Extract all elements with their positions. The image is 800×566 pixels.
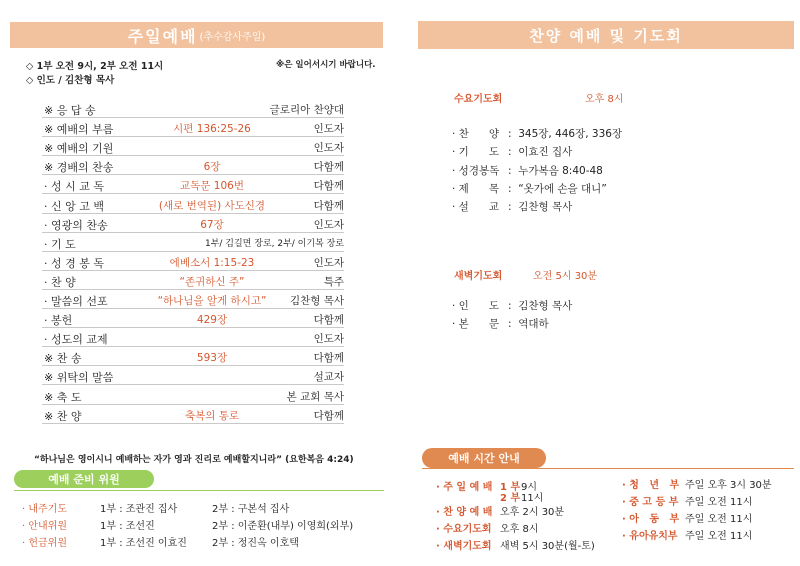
worship-title: 주일예배 xyxy=(127,26,198,46)
schedule-part2-time: 11시 xyxy=(521,493,544,504)
worship-row-label: · 영광의 찬송 xyxy=(44,218,108,232)
worship-row xyxy=(42,308,344,328)
worship-row-leader: 1부/ 김길면 장로, 2부/ 이기복 장로 xyxy=(204,238,344,249)
worship-row-label: · 성 경 봉 독 xyxy=(44,256,104,270)
worship-row-leader: 김찬형 목사 xyxy=(289,295,344,307)
schedule-name: · 찬 양 예 배 xyxy=(436,507,493,518)
worship-row-detail: 축복의 통로 xyxy=(184,409,240,422)
worship-row xyxy=(42,194,344,214)
schedule-time: 새벽 5시 30분(월-토) xyxy=(500,541,595,552)
worship-row-label: · 성 시 교 독 xyxy=(44,180,104,194)
wed-item-key: · 제 목 xyxy=(452,182,499,195)
schedule-dept-time: 주일 오전 11시 xyxy=(685,531,753,542)
committee-role: · 헌금위원 xyxy=(22,538,67,549)
worship-row-leader: 인도자 xyxy=(313,256,344,269)
worship-row xyxy=(42,213,344,233)
worship-row-label: · 기 도 xyxy=(44,237,76,251)
wed-item-key: · 기 도 xyxy=(452,146,499,159)
worship-row-leader: 다함께 xyxy=(313,180,344,193)
worship-time-info: ◇ 1부 오전 9시, 2부 오전 11시 xyxy=(26,61,164,72)
worship-row xyxy=(42,232,344,252)
worship-row xyxy=(42,365,344,385)
worship-row-detail: “존귀하신 주” xyxy=(179,275,245,288)
committee-part2: 2부 : 이준환(내부) 이영희(외부) xyxy=(212,521,354,532)
wed-item-value: : 김찬형 목사 xyxy=(508,201,573,214)
worship-row-leader: 인도자 xyxy=(313,142,344,155)
praise-banner xyxy=(418,21,794,49)
worship-row-label: ※ 축 도 xyxy=(44,390,82,404)
worship-row-label: ※ 예배의 부름 xyxy=(44,123,114,137)
worship-row-detail: 교독문 106번 xyxy=(180,180,244,193)
committee-part1: 1부 : 조선진 xyxy=(100,521,155,532)
worship-row-leader: 인도자 xyxy=(313,218,344,231)
praise-title: 찬양 예배 및 기도회 xyxy=(529,26,683,45)
worship-row-leader: 인도자 xyxy=(313,123,344,136)
schedule-part1-label: 1 부 xyxy=(500,482,521,493)
worship-leader-info: ◇ 인도 / 김찬형 목사 xyxy=(26,75,115,86)
worship-row xyxy=(42,346,344,366)
worship-row xyxy=(42,117,344,137)
worship-row-leader: 글로리아 찬양대 xyxy=(269,104,344,116)
schedule-dept-time: 주일 오후 3시 30분 xyxy=(685,480,772,491)
worship-row xyxy=(42,404,344,424)
worship-row xyxy=(42,327,344,347)
committee-role: · 안내위원 xyxy=(22,521,67,532)
worship-row-detail: (새로 번역된) 사도신경 xyxy=(158,199,266,212)
wed-item-value: : 누가복음 8:40-48 xyxy=(508,164,603,177)
worship-row-detail: 6장 xyxy=(203,161,221,174)
schedule-time: 오후 8시 xyxy=(500,524,539,535)
worship-row-leader: 본 교회 목사 xyxy=(286,390,344,403)
schedule-name: · 주 일 예 배 xyxy=(436,482,493,493)
worship-row xyxy=(42,155,344,175)
worship-row xyxy=(42,174,344,194)
wed-item-key: · 찬 양 xyxy=(452,128,499,140)
committee-part2: 2부 : 구본석 집사 xyxy=(212,504,290,515)
worship-row-label: · 말씀의 선포 xyxy=(44,295,108,308)
worship-row-leader: 특주 xyxy=(323,275,344,288)
dawn-item-value: : 김찬형 목사 xyxy=(508,300,573,312)
worship-row-detail: 67장 xyxy=(200,218,224,231)
wed-item-value: : “옷가에 손을 대니” xyxy=(508,182,607,195)
worship-row xyxy=(42,98,344,118)
committee-part1: 1부 : 조선진 이효진 xyxy=(100,538,187,549)
worship-row-label: · 찬 양 xyxy=(44,275,76,289)
worship-row xyxy=(42,289,344,309)
worship-row-label: · 봉헌 xyxy=(44,314,73,328)
schedule-dept: · 중 고 등 부 xyxy=(622,497,679,508)
committee-title: 예배 준비 위원 xyxy=(14,470,154,488)
schedule-time: 오후 2시 30분 xyxy=(500,507,565,518)
schedule-dept: · 유아유치부 xyxy=(622,531,678,542)
worship-row-label: · 신 앙 고 백 xyxy=(44,199,104,213)
wed-item-value: : 345장, 446장, 336장 xyxy=(508,128,623,140)
worship-row-leader: 다함께 xyxy=(313,352,344,365)
schedule-dept: · 청 년 부 xyxy=(622,480,680,491)
worship-row-leader: 다함께 xyxy=(313,161,344,174)
schedule-part2-label: 2 부 xyxy=(500,493,521,504)
committee-role: · 내주기도 xyxy=(22,504,67,515)
worship-row-leader: 다함께 xyxy=(313,314,344,327)
worship-row-leader: 설교자 xyxy=(313,371,344,384)
worship-row-detail: 시편 136:25-26 xyxy=(173,123,251,136)
committee-underline xyxy=(14,490,384,491)
worship-row xyxy=(42,385,344,405)
worship-row-detail: 429장 xyxy=(196,314,228,327)
wed-item-value: : 이효진 집사 xyxy=(508,146,573,159)
dawn-time: 오전 5시 30분 xyxy=(533,271,598,282)
wed-item-key: · 설 교 xyxy=(452,201,499,214)
worship-row-leader: 다함께 xyxy=(313,409,344,422)
worship-row-label: · 성도의 교제 xyxy=(44,333,108,347)
worship-row xyxy=(42,270,344,290)
worship-row-label: ※ 예배의 기원 xyxy=(44,142,114,156)
worship-row-detail: 593장 xyxy=(196,352,228,365)
wed-item-key: · 성경봉독 xyxy=(452,164,500,177)
wed-time: 오후 8시 xyxy=(585,94,624,105)
committee-part1: 1부 : 조관진 집사 xyxy=(100,504,178,515)
schedule-title: 예배 시간 안내 xyxy=(422,448,546,468)
worship-row-leader: 인도자 xyxy=(313,333,344,346)
schedule-dept-time: 주일 오전 11시 xyxy=(685,514,753,525)
dawn-title: 새벽기도회 xyxy=(454,271,503,282)
worship-banner xyxy=(10,22,383,48)
worship-row-detail: 에베소서 1:15-23 xyxy=(169,256,255,269)
worship-row xyxy=(42,251,344,271)
worship-row xyxy=(42,136,344,156)
schedule-name: · 수요기도회 xyxy=(436,524,492,535)
worship-row-label: ※ 경배의 찬송 xyxy=(44,161,114,175)
worship-row-detail: “하나님을 알게 하시고” xyxy=(157,295,267,307)
stand-note: ※은 일어서시기 바랍니다. xyxy=(276,60,376,70)
worship-subtitle: (추수감사주일) xyxy=(199,31,266,43)
committee-part2: 2부 : 정진옥 이호택 xyxy=(212,538,299,549)
worship-row-label: ※ 찬 송 xyxy=(44,352,82,366)
dawn-item-value: : 역대하 xyxy=(508,318,549,330)
schedule-part1-time: 9시 xyxy=(521,482,538,493)
worship-row-leader: 다함께 xyxy=(313,199,344,212)
worship-row-label: ※ 위탁의 말씀 xyxy=(44,371,114,385)
worship-row-label: ※ 찬 양 xyxy=(44,409,82,423)
scripture-verse: “하나님은 영이시니 예배하는 자가 영과 진리로 예배할지니라” (요한복음 4:24) xyxy=(34,455,354,465)
wed-title: 수요기도회 xyxy=(454,94,503,105)
schedule-underline xyxy=(422,468,794,469)
schedule-name: · 새벽기도회 xyxy=(436,541,492,552)
worship-row-label: ※ 응 답 송 xyxy=(44,104,96,117)
schedule-dept: · 아 동 부 xyxy=(622,514,680,525)
dawn-item-key: · 인 도 xyxy=(452,300,499,312)
dawn-item-key: · 본 문 xyxy=(452,318,499,330)
schedule-dept-time: 주일 오전 11시 xyxy=(685,497,753,508)
